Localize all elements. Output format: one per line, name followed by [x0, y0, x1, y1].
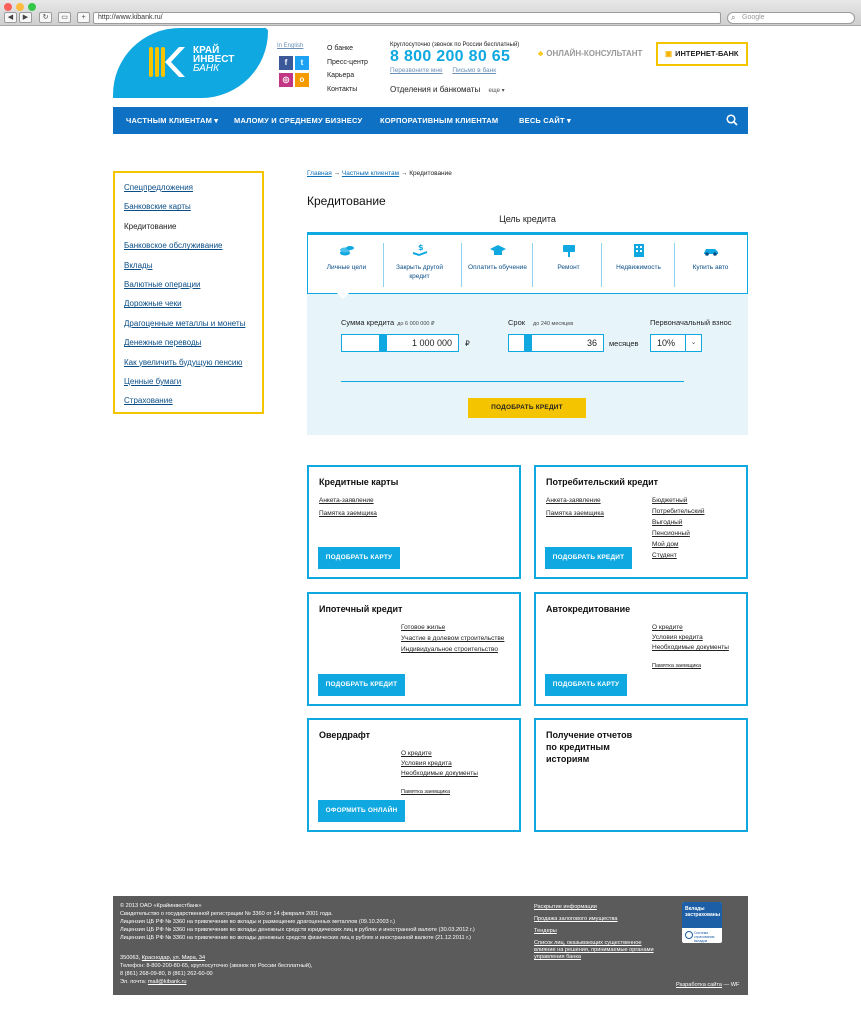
- phone-note: Круглосуточно (звонок по России бесплатный): [390, 42, 520, 48]
- goal-repair[interactable]: [534, 239, 603, 289]
- logo-line-2: ИНВЕСТ: [193, 54, 235, 65]
- car-icon: [703, 243, 719, 257]
- internet-bank-label: ИНТЕРНЕТ-БАНК: [675, 49, 739, 58]
- card-overdraft: [307, 718, 521, 832]
- search-icon: ⌕: [731, 13, 736, 22]
- owners-link[interactable]: [534, 940, 654, 961]
- sidebar-item-banking-service[interactable]: Банковское обслуживание: [124, 241, 223, 251]
- down-payment-select[interactable]: [650, 334, 702, 352]
- reload-button[interactable]: ↻: [39, 12, 52, 23]
- callback-link[interactable]: Перезвоните мне: [390, 67, 443, 74]
- consumer-type-pension[interactable]: Пенсионный: [652, 530, 690, 537]
- dollar-hand-icon: [412, 243, 428, 257]
- bank-logo[interactable]: [113, 28, 268, 98]
- page-title: Кредитование: [307, 194, 386, 208]
- internet-bank-button[interactable]: [656, 42, 748, 66]
- goal-label: Купить авто: [692, 264, 729, 271]
- down-payment-label: Первоначальный взнос: [650, 318, 732, 327]
- sidebar-menu: [113, 171, 264, 414]
- card-title: Овердрафт: [319, 730, 371, 740]
- browser-toolbar: [0, 0, 861, 26]
- breadcrumb-home[interactable]: Главная: [307, 170, 332, 177]
- nav-small-business[interactable]: МАЛОМУ И СРЕДНЕМУ БИЗНЕСУ: [234, 116, 363, 125]
- sum-unit: ₽: [465, 339, 470, 348]
- logo-text: [193, 46, 234, 73]
- letter-link[interactable]: Письмо в банк: [452, 67, 497, 74]
- term-label: [508, 318, 573, 327]
- sidebar-item-bank-cards[interactable]: Банковские карты: [124, 202, 191, 212]
- address-bar[interactable]: http://www.kibank.ru/: [93, 12, 721, 24]
- card-auto-credit: [534, 592, 748, 706]
- sidebar-item-pension[interactable]: Как увеличить будущую пенсию: [124, 357, 243, 367]
- consumer-type-student[interactable]: Студент: [652, 552, 677, 559]
- about-link[interactable]: О банке: [327, 45, 354, 52]
- tenders-link[interactable]: Тендеры: [534, 928, 557, 934]
- footer-address: [120, 954, 205, 962]
- application-form-link[interactable]: Анкета-заявление: [319, 497, 374, 504]
- credit-terms-link[interactable]: Условия кредита: [401, 760, 452, 767]
- borrower-memo-link[interactable]: Памятка заемщика: [401, 789, 451, 795]
- breadcrumb-sep: →: [399, 170, 410, 177]
- card-title-line: Получение отчетов: [546, 730, 633, 740]
- application-form-link[interactable]: Анкета-заявление: [546, 497, 601, 504]
- goal-divider: [383, 243, 384, 287]
- consumer-type-budget[interactable]: Бюджетный: [652, 497, 688, 504]
- footer-phone-1: Телефон: 8-800-200-80-65, круглосуточно (звонок по России бесплатный),: [120, 963, 313, 969]
- term-unit: месяцев: [609, 339, 639, 348]
- about-credit-link[interactable]: О кредите: [652, 624, 683, 631]
- forward-button[interactable]: ▶: [19, 12, 32, 23]
- sum-label-text: Сумма кредита: [341, 318, 395, 327]
- sidebar-item-insurance[interactable]: Страхование: [124, 396, 173, 406]
- bookmarks-icon[interactable]: ▭: [58, 12, 71, 23]
- required-documents-link[interactable]: Необходимые документы: [401, 770, 478, 777]
- branches-link[interactable]: [390, 85, 505, 94]
- sidebar-item-precious-metals[interactable]: Драгоценные металлы и монеты: [124, 318, 246, 328]
- goal-divider: [461, 243, 462, 287]
- address-link[interactable]: Краснодар, ул. Мира, 34: [141, 955, 206, 961]
- sum-hint: до 6 000 000 ₽: [397, 321, 435, 327]
- email-prefix: Эл. почта:: [120, 979, 148, 985]
- card-credit-cards: [307, 465, 521, 579]
- online-consultant-button[interactable]: [538, 49, 642, 58]
- close-window-icon[interactable]: [4, 3, 12, 11]
- graduation-cap-icon: [490, 243, 506, 257]
- borrower-memo-link[interactable]: Памятка заемщика: [546, 510, 604, 517]
- search-icon[interactable]: [726, 114, 738, 126]
- twitter-icon[interactable]: t: [295, 56, 309, 70]
- footer: [113, 896, 748, 995]
- browser-search-input[interactable]: [727, 12, 855, 24]
- badge-header: [682, 902, 722, 928]
- find-card-button[interactable]: ПОДОБРАТЬ КАРТУ: [545, 674, 627, 696]
- sum-value: 1 000 000: [411, 338, 452, 348]
- goal-personal[interactable]: [312, 239, 381, 289]
- sidebar-item-lending[interactable]: Кредитование: [124, 221, 177, 231]
- goal-label: Недвижимость: [616, 264, 661, 271]
- credit-terms-link[interactable]: Условия кредита: [652, 634, 703, 641]
- goal-car[interactable]: [676, 239, 745, 289]
- loan-goal-tabs: [307, 232, 748, 294]
- goal-refinance[interactable]: [385, 239, 454, 289]
- footer-registration: Свидетельство о государственной регистрации № 3360 от 14 февраля 2001 года.: [120, 911, 333, 917]
- main-nav: [113, 107, 748, 134]
- down-payment-value: 10%: [657, 338, 676, 348]
- owners-link-line: влияние на решения, принимаемые органами: [534, 947, 654, 953]
- term-hint: до 240 месяцев: [533, 321, 574, 327]
- mortgage-shared-construction-link[interactable]: Участие в долевом строительстве: [401, 635, 505, 642]
- sidebar-item-travel-cheques[interactable]: Дорожные чеки: [124, 299, 182, 309]
- coins-icon: [339, 243, 355, 257]
- required-documents-link[interactable]: Необходимые документы: [652, 644, 729, 651]
- owners-link-line: Список лиц, оказывающих существенное: [534, 940, 642, 946]
- card-consumer-credit: [534, 465, 748, 579]
- consumer-type-my-home[interactable]: Мой дом: [652, 541, 679, 548]
- loan-calculator: [307, 294, 748, 435]
- collateral-sale-link[interactable]: Продажа залогового имущества: [534, 916, 618, 922]
- badge-sub-line: страхования: [694, 935, 715, 939]
- developer-link[interactable]: Разработка сайта: [676, 982, 723, 988]
- nav-corporate[interactable]: КОРПОРАТИВНЫМ КЛИЕНТАМ: [380, 116, 499, 125]
- logo-line-1: КРАЙ: [193, 45, 220, 56]
- zoom-window-icon[interactable]: [28, 3, 36, 11]
- chat-icon: ♣: [538, 49, 544, 58]
- footer-phone-2: 8 (861) 268-09-80, 8 (861) 262-60-00: [120, 971, 213, 977]
- breadcrumb-current: Кредитование: [409, 170, 452, 177]
- card-title: Ипотечный кредит: [319, 604, 403, 614]
- goal-label: Оплатить обучение: [468, 264, 527, 271]
- card-title-line: по кредитным: [546, 742, 610, 752]
- logo-line-3: БАНК: [193, 63, 219, 74]
- back-button[interactable]: ◀: [4, 12, 17, 23]
- find-credit-button[interactable]: ПОДОБРАТЬ КРЕДИТ: [545, 547, 632, 569]
- sidebar-item-transfers[interactable]: Денежные переводы: [124, 338, 202, 348]
- brush-icon: [561, 243, 577, 257]
- sidebar-item-deposits[interactable]: Вклады: [124, 260, 153, 270]
- hotline-phone[interactable]: 8 800 200 80 65: [390, 48, 511, 65]
- owners-link-line: управления банка: [534, 954, 582, 960]
- find-credit-button[interactable]: ПОДОБРАТЬ КРЕДИТ: [468, 398, 586, 418]
- address-prefix: 350063,: [120, 955, 142, 961]
- active-goal-pointer: [336, 292, 350, 299]
- mortgage-individual-construction-link[interactable]: Индивидуальное строительство: [401, 646, 498, 653]
- card-credit-history-reports[interactable]: [534, 718, 748, 832]
- find-credit-button[interactable]: ПОДОБРАТЬ КРЕДИТ: [318, 674, 405, 696]
- new-tab-button[interactable]: +: [77, 12, 90, 23]
- sidebar-item-securities[interactable]: Ценные бумаги: [124, 376, 182, 386]
- borrower-memo-link[interactable]: Памятка заемщика: [652, 663, 702, 669]
- building-icon: [631, 243, 647, 257]
- svg-text:$: $: [417, 243, 424, 252]
- card-title: [546, 729, 632, 765]
- goal-label: Личные цели: [326, 264, 367, 271]
- branches-label: Отделения и банкоматы: [390, 85, 481, 94]
- sidebar-item-special-offers[interactable]: Спецпредложения: [124, 183, 193, 192]
- developer-credit: [676, 982, 739, 988]
- facebook-icon[interactable]: f: [279, 56, 293, 70]
- goal-label: Закрыть другой кредит: [396, 264, 443, 280]
- career-link[interactable]: Карьера: [327, 72, 355, 79]
- borrower-memo-link[interactable]: Памятка заемщика: [319, 510, 377, 517]
- logo-mark-icon: [147, 44, 185, 80]
- breadcrumb-sep: →: [331, 170, 342, 177]
- sum-label: [341, 318, 435, 327]
- email-link[interactable]: mail@kibank.ru: [147, 979, 187, 985]
- disclosure-link[interactable]: Раскрытие информации: [534, 904, 597, 910]
- consumer-type-consumer[interactable]: Потребительский: [652, 508, 705, 515]
- minimize-window-icon[interactable]: [16, 3, 24, 11]
- card-title: Потребительский кредит: [546, 477, 659, 487]
- badge-sub-line: вкладов: [694, 939, 708, 943]
- calculator-divider: [341, 381, 684, 382]
- goal-divider: [674, 243, 675, 287]
- phone-links: [390, 67, 504, 74]
- insurance-logo-icon: [685, 931, 693, 939]
- badge-sub-line: Система: [694, 931, 709, 935]
- consultant-label: ОНЛАЙН-КОНСУЛЬТАНТ: [546, 49, 643, 58]
- badge-system: [685, 931, 714, 943]
- term-slider-handle[interactable]: [524, 334, 532, 352]
- card-title: Автокредитование: [546, 604, 631, 614]
- sidebar-item-currency[interactable]: Валютные операции: [124, 279, 201, 289]
- mortgage-ready-housing-link[interactable]: Готовое жилье: [401, 624, 446, 631]
- footer-copyright: © 2013 ОАО «Крайинвестбанк»: [120, 903, 202, 909]
- top-links: [327, 42, 368, 96]
- bank-card-icon: ▣: [665, 49, 673, 58]
- card-title: Кредитные карты: [319, 477, 399, 487]
- sum-input[interactable]: [341, 334, 459, 352]
- developer-suffix: — WF: [722, 982, 740, 988]
- sum-slider-handle[interactable]: [379, 334, 387, 352]
- deposit-insurance-badge[interactable]: [682, 902, 722, 943]
- odnoklassniki-icon[interactable]: o: [295, 73, 309, 87]
- chevron-down-icon: ⌄: [685, 335, 701, 351]
- term-input[interactable]: [508, 334, 604, 352]
- breadcrumb: [307, 170, 452, 177]
- instagram-icon[interactable]: ◎: [279, 73, 293, 87]
- goal-real-estate[interactable]: [604, 239, 673, 289]
- find-card-button[interactable]: ПОДОБРАТЬ КАРТУ: [318, 547, 400, 569]
- breadcrumb-section[interactable]: Частным клиентам: [341, 170, 400, 177]
- search-placeholder: Google: [742, 14, 765, 21]
- term-value: 36: [586, 338, 597, 348]
- nav-whole-site[interactable]: ВЕСЬ САЙТ ▾: [519, 116, 571, 125]
- footer-email: [120, 978, 187, 986]
- badge-line: Вклады: [685, 906, 705, 912]
- goal-divider: [532, 243, 533, 287]
- goal-education[interactable]: [463, 239, 532, 289]
- goal-label: Ремонт: [557, 264, 580, 271]
- badge-line: застрахованы: [685, 912, 721, 918]
- footer-license-3: Лицензия ЦБ РФ № 3360 на привлечение во вклады денежных средств физических лиц в рублях и иностранной валюте (21.12.2011 г.): [120, 935, 471, 941]
- card-title-line: историям: [546, 754, 590, 764]
- about-credit-link[interactable]: О кредите: [401, 750, 432, 757]
- goal-title: Цель кредита: [499, 214, 556, 224]
- contacts-link[interactable]: Контакты: [327, 85, 358, 93]
- footer-license-2: Лицензия ЦБ РФ № 3360 на привлечение во вклады денежных средств юридических лиц в рублях и иностранной валюте (30.03.2012 г.): [120, 927, 475, 933]
- apply-online-button[interactable]: ОФОРМИТЬ ОНЛАЙН: [318, 800, 405, 822]
- nav-private-clients[interactable]: ЧАСТНЫМ КЛИЕНТАМ ▾: [126, 116, 219, 125]
- english-link[interactable]: In English: [277, 43, 304, 49]
- goal-divider: [601, 243, 602, 287]
- term-label-text: Срок: [508, 318, 526, 327]
- footer-license-1: Лицензия ЦБ РФ № 3360 на привлечение во вклады и размещение драгоценных металлов (09.10.2003 г.): [120, 919, 396, 925]
- card-mortgage: [307, 592, 521, 706]
- consumer-type-profitable[interactable]: Выгодный: [652, 519, 683, 526]
- branches-more-dropdown[interactable]: еще ▾: [488, 88, 505, 94]
- press-center-link[interactable]: Пресс-центр: [327, 58, 368, 66]
